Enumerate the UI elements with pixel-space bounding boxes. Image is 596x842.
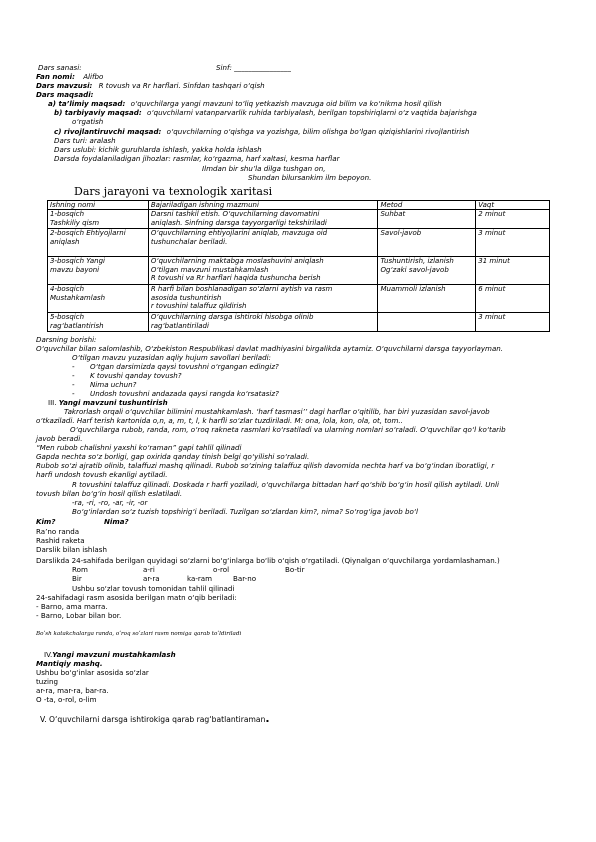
syllable-word: Bo-tir [285, 565, 305, 574]
kim-heading: Kim? [36, 517, 56, 526]
section-5-line [40, 714, 270, 724]
goal-a-label: a) ta’limiy maqsad: [48, 99, 126, 108]
body-text: Bo‘g‘inlardan so‘z tuzish topshirig‘i beriladi. Tuzilgan so‘zlardan kim?, nima? So‘rog‘iga javob bo‘l [72, 507, 419, 516]
epigraph-line-1: Ilmdan bir shu’la dilga tushgan on, [202, 164, 326, 173]
body-text: javob beradi. [36, 434, 83, 443]
stage-content: r tovushini talaffuz qildirish [150, 302, 247, 311]
question-item: - Undosh tovushni andazada qaysi rangda ko‘rsatasiz? [72, 389, 279, 398]
goal-a-text: o‘quvchilarga yangi mavzuni to‘liq yetkazish mavzuga oid bilim va ko‘nikma hosil qilish [130, 99, 442, 108]
table-row [48, 313, 550, 332]
body-text: Ushbu bo‘g‘inlar asosida so‘zlar [36, 668, 149, 677]
topic-value: R tovush va Rr harflari. Sinfdan tashqari o‘qish [98, 81, 265, 90]
logic-exercise-heading: Mantiqiy mashq. [36, 659, 103, 668]
section-4-number: IV. [44, 650, 53, 659]
question-item: - Nima uchun? [72, 380, 137, 389]
table-row [48, 285, 550, 313]
dialog-line: - Barno, ama marra. [36, 602, 108, 611]
progress-label: Darsning borishi: [36, 335, 97, 344]
stage-method: Og‘zaki savol-javob [380, 265, 449, 274]
header-method: Metod [378, 201, 476, 210]
stage-content: O‘quvchilarning ehtiyojlarini aniqlab, mavzuga oid [150, 229, 328, 238]
body-text: harfi undosh tovush ekanligi aytiladi. [36, 470, 168, 479]
subject-value: Alifbo [83, 72, 104, 81]
word-pair: Rashid raketa [36, 536, 85, 545]
lesson-tools: Darsda foydalaniladigan jihozlar: rasmlar, ko‘rgazma, harf xaltasi, kesma harflar [54, 154, 340, 163]
stage-content: O‘tilgan mavzuni mustahkamlash [150, 265, 269, 274]
stage-name: Tashkiliy qism [50, 218, 100, 227]
goal-b-text: o‘quvchilarni vatanparvarlik ruhida tarbiyalash, berilgan topshiriqlarni o‘z vaqtida bajarishga [146, 108, 477, 117]
stage-name: 3-bosqich Yangi [50, 257, 105, 266]
syllable-word: Rom [72, 565, 88, 574]
topic-line [36, 81, 265, 90]
syllable-word: ar-ra [143, 574, 160, 583]
stage-method: Suhbat [380, 210, 406, 219]
header-time: Vaqt [476, 201, 550, 210]
goal-c [54, 127, 469, 136]
stage-name: 5-bosqich [50, 313, 85, 322]
header-content: Bajariladigan ishning mazmuni [148, 201, 378, 210]
stage-content: O‘quvchilarning darsga ishtiroki hisobga olinib [150, 313, 314, 322]
goal-b-text-cont: o‘rgatish [72, 117, 104, 126]
section-3-title: Yangi mavzuni tushuntirish [58, 398, 168, 407]
goal-c-label: c) rivojlantiruvchi maqsad: [54, 127, 162, 136]
question-item: - O‘tgan darsimizda qaysi tovushni o‘rgangan edingiz? [72, 362, 279, 371]
stage-time: 6 minut [478, 285, 506, 294]
syllable-list: O -ta, o-rol, o-lim [36, 695, 97, 704]
syllable-word: ka-ram [187, 574, 213, 583]
body-text: Rubob so‘zi ajratib olinib, talaffuzi mashq qilinadi. Rubob so‘zining talaffuz qilish davomida nechta harf va bo‘g‘indan iboratligi, r [36, 461, 495, 470]
question-text: Undosh tovushni andazada qaysi rangda ko‘rsatasiz? [90, 389, 279, 398]
intro-paragraph: O‘quvchilar bilan salomlashib, O‘zbekiston Respublikasi davlat madhiyasini birgalikda aytamiz. O‘quvchilarni darsga tayyorlayman. [36, 344, 504, 353]
stage-name: 1-bosqich [50, 210, 85, 219]
body-text: Gapda nechta so‘z borligi, gap oxirida qanday tinish belgi qo‘yilishi so‘raladi. [36, 452, 310, 461]
body-text: tovush bilan bo‘g‘in hosil qilish eslatiladi. [36, 489, 183, 498]
epigraph-line-2: Shundan bilursankim ilm bepoyon. [248, 173, 372, 182]
question-text: K tovushi qanday tovush? [90, 371, 182, 380]
section-3-number: III. [48, 398, 57, 407]
stage-name: 4-bosqich [50, 285, 85, 294]
dialog-line: - Barno, Lobar bilan bor. [36, 611, 122, 620]
stage-content: aniqlash. Sinfning darsga tayyorgarligi tekshiriladi [150, 218, 327, 227]
lesson-process-table [47, 200, 550, 332]
stage-time: 31 minut [478, 257, 510, 266]
stage-time: 3 minut [478, 313, 506, 322]
syllable-list: ar-ra, mar-ra, bar-ra. [36, 686, 109, 695]
body-text: Takrorlash orqali o‘quvchilar bilimini mustahkamlash. ‘harf tasmasi’’ dagi harflar o‘qitilib, har biri yuzasidan savol-javob [64, 407, 490, 416]
subject-line [36, 72, 103, 81]
body-text: o‘tkaziladi. Harf terish kartonida o,n, a, m, t, l, k harfli so‘zlar tuzdiriladi. M: ona, lola, kon, ola, ot, tom.. [36, 416, 403, 425]
class-label: Sinf: ________________ [216, 63, 291, 72]
body-text: O‘quvchilarga rubob, randa, rom, o‘roq rakneta rasmlari ko‘rsatiladi va ularning nomlari so‘raladi. O‘quvchilar qo‘l ko‘tarib [70, 425, 506, 434]
stage-name: aniqlash [50, 237, 80, 246]
lesson-style: Dars uslubi: kichik guruhlarda ishlash, yakka holda ishlash [54, 145, 262, 154]
stage-content: R tovushi va Rr harflari haqida tushuncha berish [150, 274, 321, 283]
syllable-list: -ra, -ri, -ro, -ar, -ir, -or [72, 498, 148, 507]
body-text: Ushbu so‘zlar tovush tomonidan tahlil qilinadi [72, 584, 235, 593]
stage-name: rag‘batlantirish [50, 321, 104, 330]
stage-method: Tushuntirish, izlanish [380, 257, 454, 266]
table-title: Dars jarayoni va texnologik xaritasi [74, 185, 273, 198]
lesson-date-label: Dars sanasi: [38, 63, 82, 72]
syllable-word: Bar-no [233, 574, 257, 583]
body-text: R tovushini talaffuz qilinadi. Doskada r harfi yoziladi, o‘quvchilarga bittadan harf qo‘shib bo‘g‘in hosil qilish aytiladi. Unli [72, 480, 499, 489]
table-row [48, 257, 550, 285]
stage-content: tushunchalar beriladi. [150, 237, 228, 246]
header-work-name: Ishning nomi [48, 201, 149, 210]
stage-name: mavzu bayoni [50, 265, 100, 274]
stage-content: asosida tushuntirish [150, 293, 222, 302]
body-text: tuzing [36, 677, 58, 686]
section-4-heading [44, 650, 176, 659]
stage-name: 2-bosqich Ehtiyojlarni [50, 229, 126, 238]
word-pair: Ra’no randa [36, 527, 80, 536]
body-text: “Men rubob chalishni yaxshi ko‘raman” gapi tahlil qilinadi [36, 443, 242, 452]
goal-a [48, 99, 442, 108]
stage-method: Savol-javob [380, 229, 422, 238]
section-5-text: V. O‘quvchilarni darsga ishtirokiga qarab rag‘batlantiraman [40, 715, 266, 724]
subject-label: Fan nomi: [36, 72, 75, 81]
goals-label: Dars maqsadi: [36, 90, 94, 99]
section-3-heading [48, 398, 168, 407]
question-text: Nima uchun? [90, 380, 137, 389]
syllable-word: o-rol [213, 565, 230, 574]
stage-time: 3 minut [478, 229, 506, 238]
question-text: O‘tgan darsimizda qaysi tovushni o‘rgangan edingiz? [90, 362, 279, 371]
goal-c-text: o‘quvchilarning o‘qishga va yozishga, bilim olishga bo‘lgan qiziqishlarini rivojlantirish [166, 127, 470, 136]
stage-method: Muammoli izlanish [380, 285, 446, 294]
brainstorm-intro: O‘tilgan mavzu yuzasidan aqliy hujum savollari beriladi: [72, 353, 271, 362]
stage-name: Mustahkamlash [50, 293, 106, 302]
syllable-word: a-ri [143, 565, 155, 574]
stage-content: Darsni tashkil etish. O‘quvchilarning davomatini [150, 210, 320, 219]
section-4-title: Yangi mavzuni mustahkamlash [52, 650, 176, 659]
section-5-dot: . [265, 712, 270, 725]
fill-in-note: Bo‘sh katakchalarga randa, o‘roq so‘zlari rasm nomiga qarab to‘ldiriladi [36, 631, 242, 637]
stage-content: rag‘batlantiriladi [150, 321, 209, 330]
table-row [48, 229, 550, 257]
goal-b-label: b) tarbiyaviy maqsad: [54, 108, 142, 117]
table-row [48, 210, 550, 229]
body-text: 24-sahifadagi rasm asosida berilgan matn o‘qib beriladi: [36, 593, 237, 602]
nima-heading: Nima? [104, 517, 129, 526]
stage-time: 2 minut [478, 210, 506, 219]
body-text: Darslikda 24-sahifada berilgan quyidagi so‘zlarni bo‘g‘inlarga bo‘lib o‘qish o‘rgatiladi. (Qiynalgan o‘quvchilarga yordamlashaman.) [36, 556, 500, 565]
question-item: - K tovushi qanday tovush? [72, 371, 182, 380]
table-header-row [48, 201, 550, 210]
goal-b [54, 108, 477, 117]
syllable-word: Bir [72, 574, 82, 583]
stage-content: O‘quvchilarning maktabga moslashuvini aniqlash [150, 257, 324, 266]
textbook-work: Darslik bilan ishlash [36, 545, 107, 554]
topic-label: Dars mavzusi: [36, 81, 93, 90]
stage-content: R harfi bilan boshlanadigan so‘zlarni aytish va rasm [150, 285, 333, 294]
lesson-type: Dars turi: aralash [54, 136, 116, 145]
